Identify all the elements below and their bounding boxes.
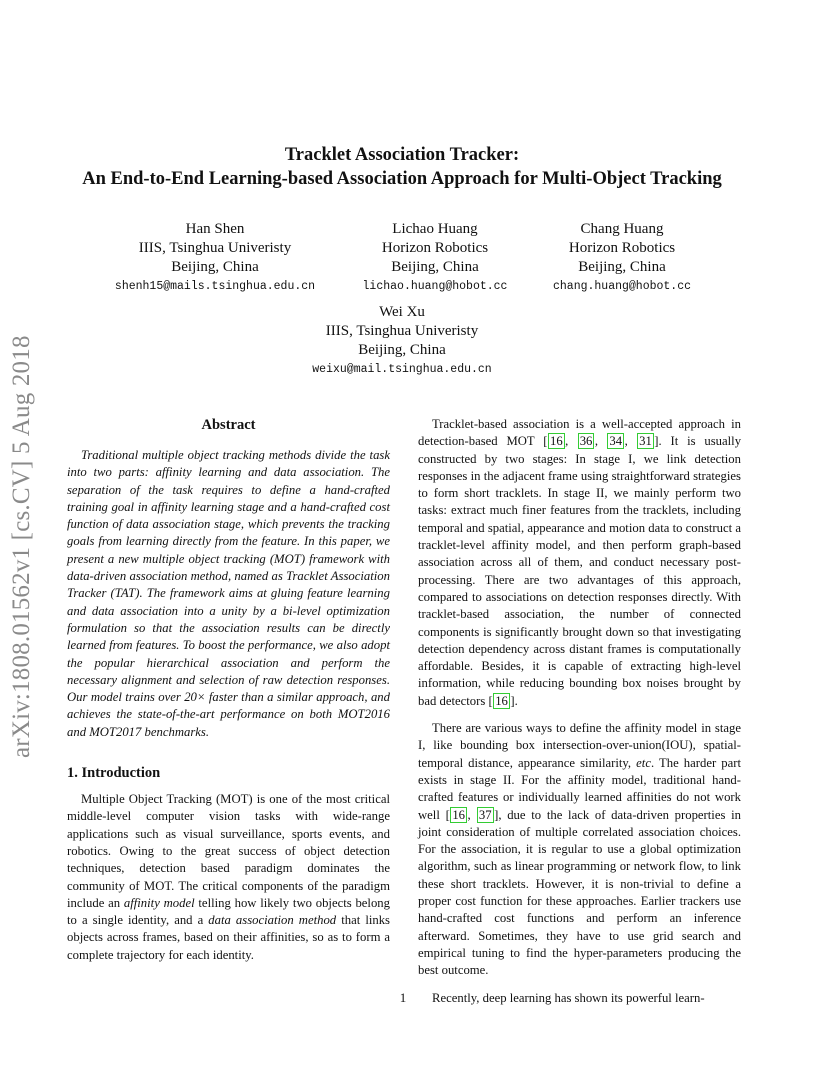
body-paragraph-2: There are various ways to define the affinity model in stage I, like bounding box intersection-over-union(IOU), spatial-temporal distance, appearance similarity, etc. The harder part exists in stage II. For the affinity model, traditional hand-crafted features or individually learned affinities do not work well [ 16 , 37 ], due to the lack of data-driven properties in joint consideration of multiple correlated association choices. For the association, it is regular to use a global optimization algorithm, such as linear programming or network flow, to link these short tracklets. However, it is non-trivial to define a proper cost function for these approaches. Earlier trackers use hand-crafted cost functions and perform an inference afterward. Sometimes, they have to use grid search and empirical tuning to find the hyper-parameters producing the best outcome. <box>418 721 741 978</box>
author-affiliation: IIIS, Tsinghua Univeristy <box>325 323 479 339</box>
title-line-1: Tracklet Association Tracker: <box>284 145 520 165</box>
citation-link[interactable]: 31 <box>639 434 652 449</box>
abstract-heading: Abstract <box>201 417 256 433</box>
intro-paragraph-1: Multiple Object Tracking (MOT) is one of the most critical middle-level computer vision tasks with wide-range applications such as visual surveillance, sports events, and robotics. Owing to the great success of object detection techniques, detection based paradigm dominates the community of MOT. The critical components of the paradigm include an affinity model telling how likely two objects belong to a single identity, and a data association method that links objects across frames, based on their affinities, so as to form a complete trajectory for each identity. <box>67 792 390 962</box>
emphasis-affinity-model: affinity model <box>123 895 195 910</box>
title-line-2: An End-to-End Learning-based Association Approach for Multi-Object Tracking <box>82 169 722 189</box>
author-location: Beijing, China <box>358 342 446 358</box>
citation-link[interactable]: 16 <box>549 434 563 449</box>
author-email: weixu@mail.tsinghua.edu.cn <box>312 363 492 376</box>
author-block-4 <box>287 303 517 380</box>
author-email: chang.huang@hobot.cc <box>552 280 692 293</box>
right-column <box>418 416 741 1007</box>
citation-link[interactable]: 16 <box>495 693 508 708</box>
emphasis-data-association: data association method <box>208 913 337 928</box>
citation-link[interactable]: 36 <box>579 434 593 449</box>
author-name: Lichao Huang <box>392 221 478 237</box>
author-affiliation: IIIS, Tsinghua Univeristy <box>138 240 292 256</box>
body-paragraph-1: Tracklet-based association is a well-accepted approach in detection-based MOT [ 16 , 36 , 34 , 31 ]. It is usually constructed by two stages: In stage I, we link detection responses in the adjacent frame using straightforward strategies to form short tracklets. In stage II, we mainly perform two tasks: extract much finer features from the tracklets, including temporal and spatial, appearance and motion data to construct a tracklet-level affinity model, and then perform graph-based association across all of them, and conduct necessary post-processing. There are two advantages of this approach, compared to associations on detection responses directly. With tracklet-based association, the number of connected components is significantly brought down so that investigating detection dependency across distant frames is computationally affordable. Besides, it is capable of extracting high-level information, while reducing bounding box noises brought by bad detectors [ 16 ]. <box>418 417 742 708</box>
author-email: shenh15@mails.tsinghua.edu.cn <box>114 280 316 293</box>
author-name: Chang Huang <box>580 221 664 237</box>
author-location: Beijing, China <box>391 259 479 275</box>
author-affiliation: Horizon Robotics <box>381 240 489 256</box>
citation-link[interactable]: 37 <box>478 807 492 822</box>
body-paragraph-3: Recently, deep learning has shown its powerful learn- <box>432 990 705 1005</box>
author-location: Beijing, China <box>171 259 259 275</box>
author-block-1 <box>100 220 330 297</box>
abstract-text: Traditional multiple object tracking methods divide the task into two parts: affinity learning and data association. The separation of the task requires to define a hand-crafted training goal in affinity learning stage and a hand-crafted cost function of data association stage, which prevents the tracking goals from learning directly from the feature. In this paper, we present a new multiple object tracking (MOT) framework with data-driven association method, named as Tracklet Association Tracker (TAT). The framework aims at gluing feature learning and data association into a unity by a bi-level optimization formulation so that the association results can be directly learned from features. To boost the performance, we also adopt the popular hierarchical association and perform the necessary alignment and selection of raw detection responses. Our model trains over 20× faster than a similar approach, and achieves the state-of-the-art performance on both MOT2016 and MOT2017 benchmarks. <box>67 448 390 739</box>
author-email: lichao.huang@hobot.cc <box>362 280 508 293</box>
author-location: Beijing, China <box>578 259 666 275</box>
citation-link[interactable]: 34 <box>609 434 623 449</box>
author-block-3 <box>512 220 732 297</box>
author-name: Wei Xu <box>379 304 425 320</box>
left-column <box>67 416 390 964</box>
paper-title <box>40 143 764 191</box>
author-affiliation: Horizon Robotics <box>568 240 676 256</box>
introduction-heading: 1. Introduction <box>67 765 161 782</box>
author-name: Han Shen <box>185 221 245 237</box>
page-number: 1 <box>399 990 407 1005</box>
arxiv-identifier: arXiv:1808.01562v1 [cs.CV] 5 Aug 2018 <box>8 335 35 758</box>
citation-link[interactable]: 16 <box>452 807 465 822</box>
